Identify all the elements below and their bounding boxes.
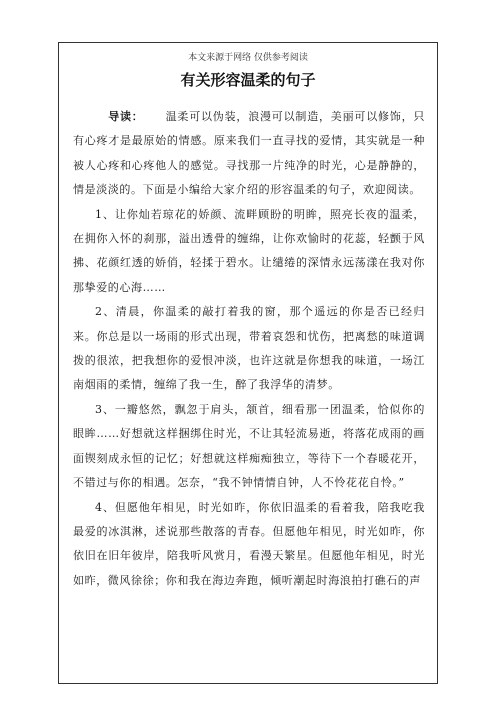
intro-paragraph <box>73 105 425 203</box>
article-body <box>73 105 425 593</box>
paragraph-3: 3、一瓣悠然，飘忽于肩头，颔首，细看那一团温柔，恰似你的眼眸……好想就这样捆绑住时光，不让其轻流易逝，将落花成雨的画面锲刻成永恒的记忆；好想就这样痴痴独立，等待下一个春暖花开，不错过与你的相遇。怎奈，“我不钟情情自钟，人不怜花花自怜。” <box>73 402 425 490</box>
intro-label: 导读： <box>108 110 144 123</box>
source-note: 本文来源于网络 仅供参考阅读 <box>188 53 308 63</box>
paragraph-4: 4、但愿他年相见，时光如昨，你依旧温柔的看着我，陪我吃我最爱的冰淇淋，述说那些散落的青春。但愿他年相见，时光如昨，你依旧在旧年彼岸，陪我听风赏月，看漫天繁星。但愿他年相见，时光如昨，微风徐徐；你和我在海边奔跑，倾听潮起时海浪拍打礁石的声 <box>73 500 425 587</box>
intro-text: 温柔可以伪装，浪漫可以制造，美丽可以修饰，只有心疼才是最原始的情感。原来我们一直寻找的爱情，其实就是一种被人心疼和心疼他人的感觉。寻找那一片纯净的时光，心是静静的，情是淡淡的。下面是小编给大家介绍的形容温柔的句子，欢迎阅读。 <box>73 110 425 197</box>
page-title: 有关形容温柔的句子 <box>180 71 316 89</box>
paragraph-1: 1、让你灿若琼花的娇颜、流畔顾盼的明眸，照亮长夜的温柔，在拥你入怀的刹那，溢出透骨的缠绵，让你欢愉时的花蕊，轻颤于风拂、花颜红透的娇俏，轻揉于碧水。让缱绻的深情永远荡漾在我对你那挚爱的心海…… <box>73 207 425 294</box>
paragraph-2: 2、清晨，你温柔的敲打着我的窗，那个遥远的你是否已经归来。你总是以一场雨的形式出现，带着哀怨和忧伤，把离愁的味道调拨的很浓，把我想你的爱恨冲淡，也许这就是你想我的味道，一场江南烟雨的柔情，缠绵了我一生，醉了我浮华的清梦。 <box>73 305 425 392</box>
